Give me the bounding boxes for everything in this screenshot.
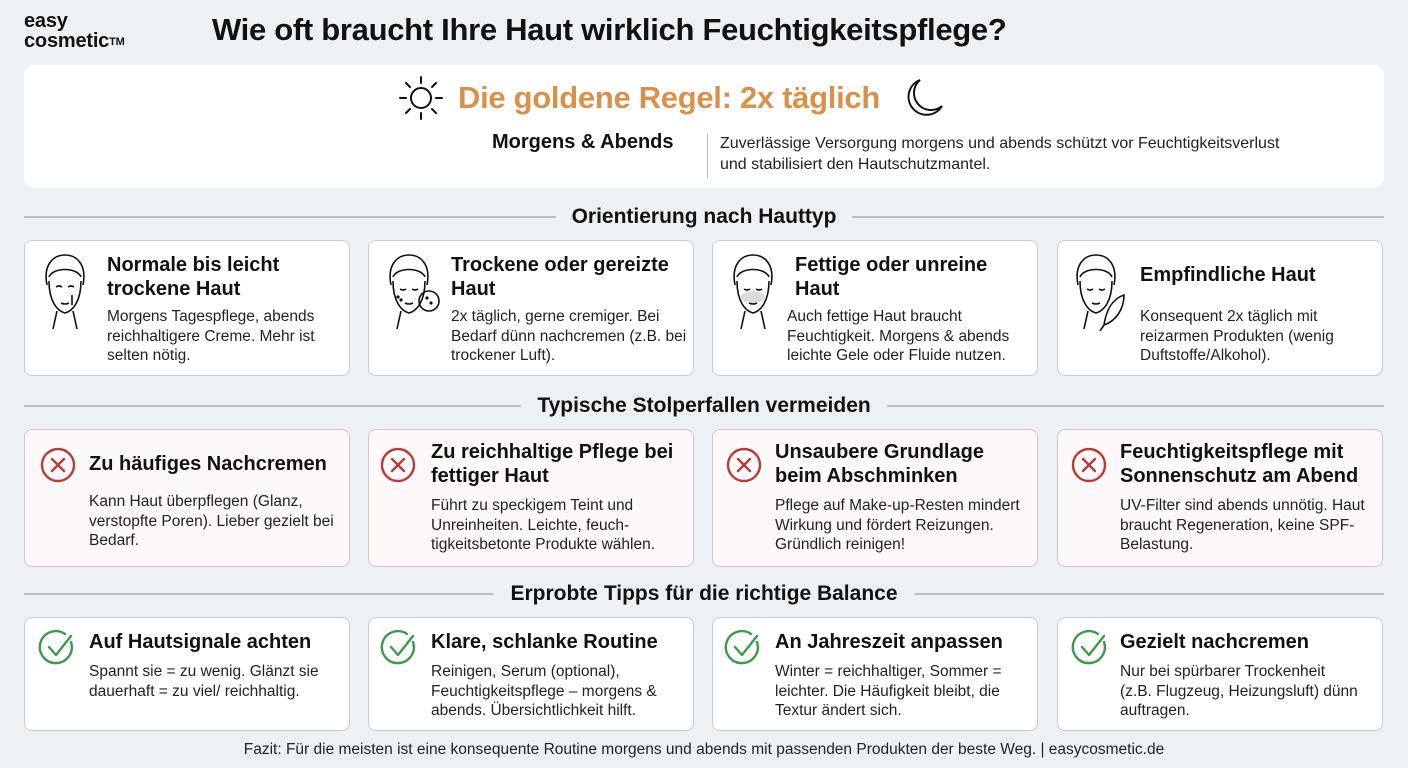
footer-conclusion: Fazit: Für die meisten ist eine konsequente Routine morgens und abends mit passenden Produkten der beste Weg. | easycosmetic.de (243, 741, 1165, 758)
card-title: An Jahreszeit anpassen (775, 631, 1003, 653)
pitfall-card (368, 429, 694, 567)
card-title: Zu häufiges Nachcremen (89, 453, 327, 475)
card-title: Trockene oder gereizte Haut (451, 254, 669, 300)
card-body: Reinigen, Serum (optional), Feuchtigkeitspflege – morgens & abends. Übersichtlichkeit hilft. (431, 663, 657, 719)
face-dry-icon (383, 251, 441, 331)
divider (707, 133, 708, 179)
card-title: Klare, schlanke Routine (431, 631, 658, 653)
check-circle-icon (379, 628, 419, 668)
golden-rule-card (24, 65, 1384, 188)
card-body: Kann Haut überpflegen (Glanz, verstopfte Poren). Lieber gezielt bei Bedarf. (89, 493, 334, 549)
card-title: Empfindliche Haut (1140, 264, 1316, 286)
pitfall-card (712, 429, 1038, 567)
golden-rule-description: Zuverlässige Versorgung morgens und abends schützt vor Feuchtigkeitsverlust und stabilisiert den Hautschutzmantel. (720, 135, 1280, 173)
card-title: Normale bis leicht trockene Haut (107, 254, 280, 300)
x-circle-icon (725, 446, 763, 484)
page-title: Wie oft braucht Ihre Haut wirklich Feuchtigkeitspflege? (212, 12, 1007, 47)
tip-card (24, 617, 350, 731)
divider (24, 405, 521, 407)
brand-logo (24, 11, 125, 51)
divider (852, 216, 1384, 218)
card-title: Auf Hautsignale achten (89, 631, 312, 653)
card-body: Winter = reichhaltiger, Sommer = leichter. Die Häufigkeit bleibt, die Textur ändert sich. (775, 663, 1002, 719)
tip-card (712, 617, 1038, 731)
card-title: Feuchtigkeitspflege mit Sonnenschutz am Abend (1120, 441, 1359, 487)
golden-rule-subtitle: Morgens & Abends (492, 131, 674, 153)
pitfall-card (1057, 429, 1383, 567)
pitfall-card (24, 429, 350, 567)
section-header-pitfalls (24, 391, 1384, 421)
card-title: Gezielt nachcremen (1120, 631, 1309, 653)
face-oily-icon (727, 251, 779, 331)
check-circle-icon (1070, 628, 1110, 668)
tip-card (1057, 617, 1383, 731)
divider (914, 593, 1384, 595)
check-circle-icon (37, 628, 77, 668)
sun-icon (398, 75, 444, 121)
card-body: Morgens Tagespflege, abends reichhaltigere Creme. Mehr ist selten nötig. (107, 308, 315, 364)
divider (24, 216, 556, 218)
divider (887, 405, 1384, 407)
skin-type-card-oily (712, 240, 1038, 376)
x-circle-icon (1070, 446, 1108, 484)
face-sensitive-icon (1070, 251, 1130, 331)
section-title: Erprobte Tipps für die richtige Balance (510, 582, 898, 605)
card-title: Unsaubere Grundlage beim Abschminken (775, 441, 984, 487)
card-body: Nur bei spürbarer Trockenheit (z.B. Flugzeug, Heizungsluft) dünn auftragen. (1120, 663, 1358, 719)
card-body: Spannt sie = zu wenig. Glänzt sie dauerhaft = zu viel/ reichhaltig. (89, 663, 319, 700)
x-circle-icon (379, 446, 417, 484)
card-body: 2x täglich, gerne cremiger. Bei Bedarf dünn nachcremen (z.B. bei trockener Luft). (451, 308, 687, 364)
skin-type-card-dry (368, 240, 694, 376)
card-body: Pflege auf Make-up-Resten mindert Wirkung und fördert Reizungen. Gründlich reinigen! (775, 497, 1020, 553)
x-circle-icon (39, 446, 77, 484)
card-title: Zu reichhaltige Pflege bei fettiger Haut (431, 441, 674, 487)
section-title: Typische Stolperfallen vermeiden (537, 394, 871, 417)
trademark: TM (109, 36, 125, 48)
divider (24, 593, 494, 595)
moon-icon (902, 76, 946, 120)
check-circle-icon (723, 628, 763, 668)
tip-card (368, 617, 694, 731)
card-title: Fettige oder unreine Haut (795, 254, 988, 300)
brand-line1: easy (24, 10, 68, 32)
card-body: Konsequent 2x täglich mit reizarmen Produkten (wenig Duftstoffe/Alkohol). (1140, 308, 1334, 364)
section-header-skin-types (24, 202, 1384, 232)
skin-type-card-sensitive (1057, 240, 1383, 376)
brand-line2: cosmetic (24, 30, 110, 52)
golden-rule-headline: Die goldene Regel: 2x täglich (458, 80, 880, 115)
face-normal-icon (39, 251, 91, 331)
section-title: Orientierung nach Hauttyp (571, 205, 837, 228)
card-body: UV-Filter sind abends unnötig. Haut braucht Regeneration, keine SPF-Belastung. (1120, 497, 1365, 553)
skin-type-card-normal (24, 240, 350, 376)
card-body: Auch fettige Haut braucht Feuchtigkeit. Morgens & abends leichte Gele oder Fluide nutzen. (787, 308, 1010, 364)
card-body: Führt zu speckigem Teint und Unreinheiten. Leichte, feuch-tigkeitsbetonte Produkte wählen. (431, 497, 656, 553)
section-header-tips (24, 579, 1384, 609)
